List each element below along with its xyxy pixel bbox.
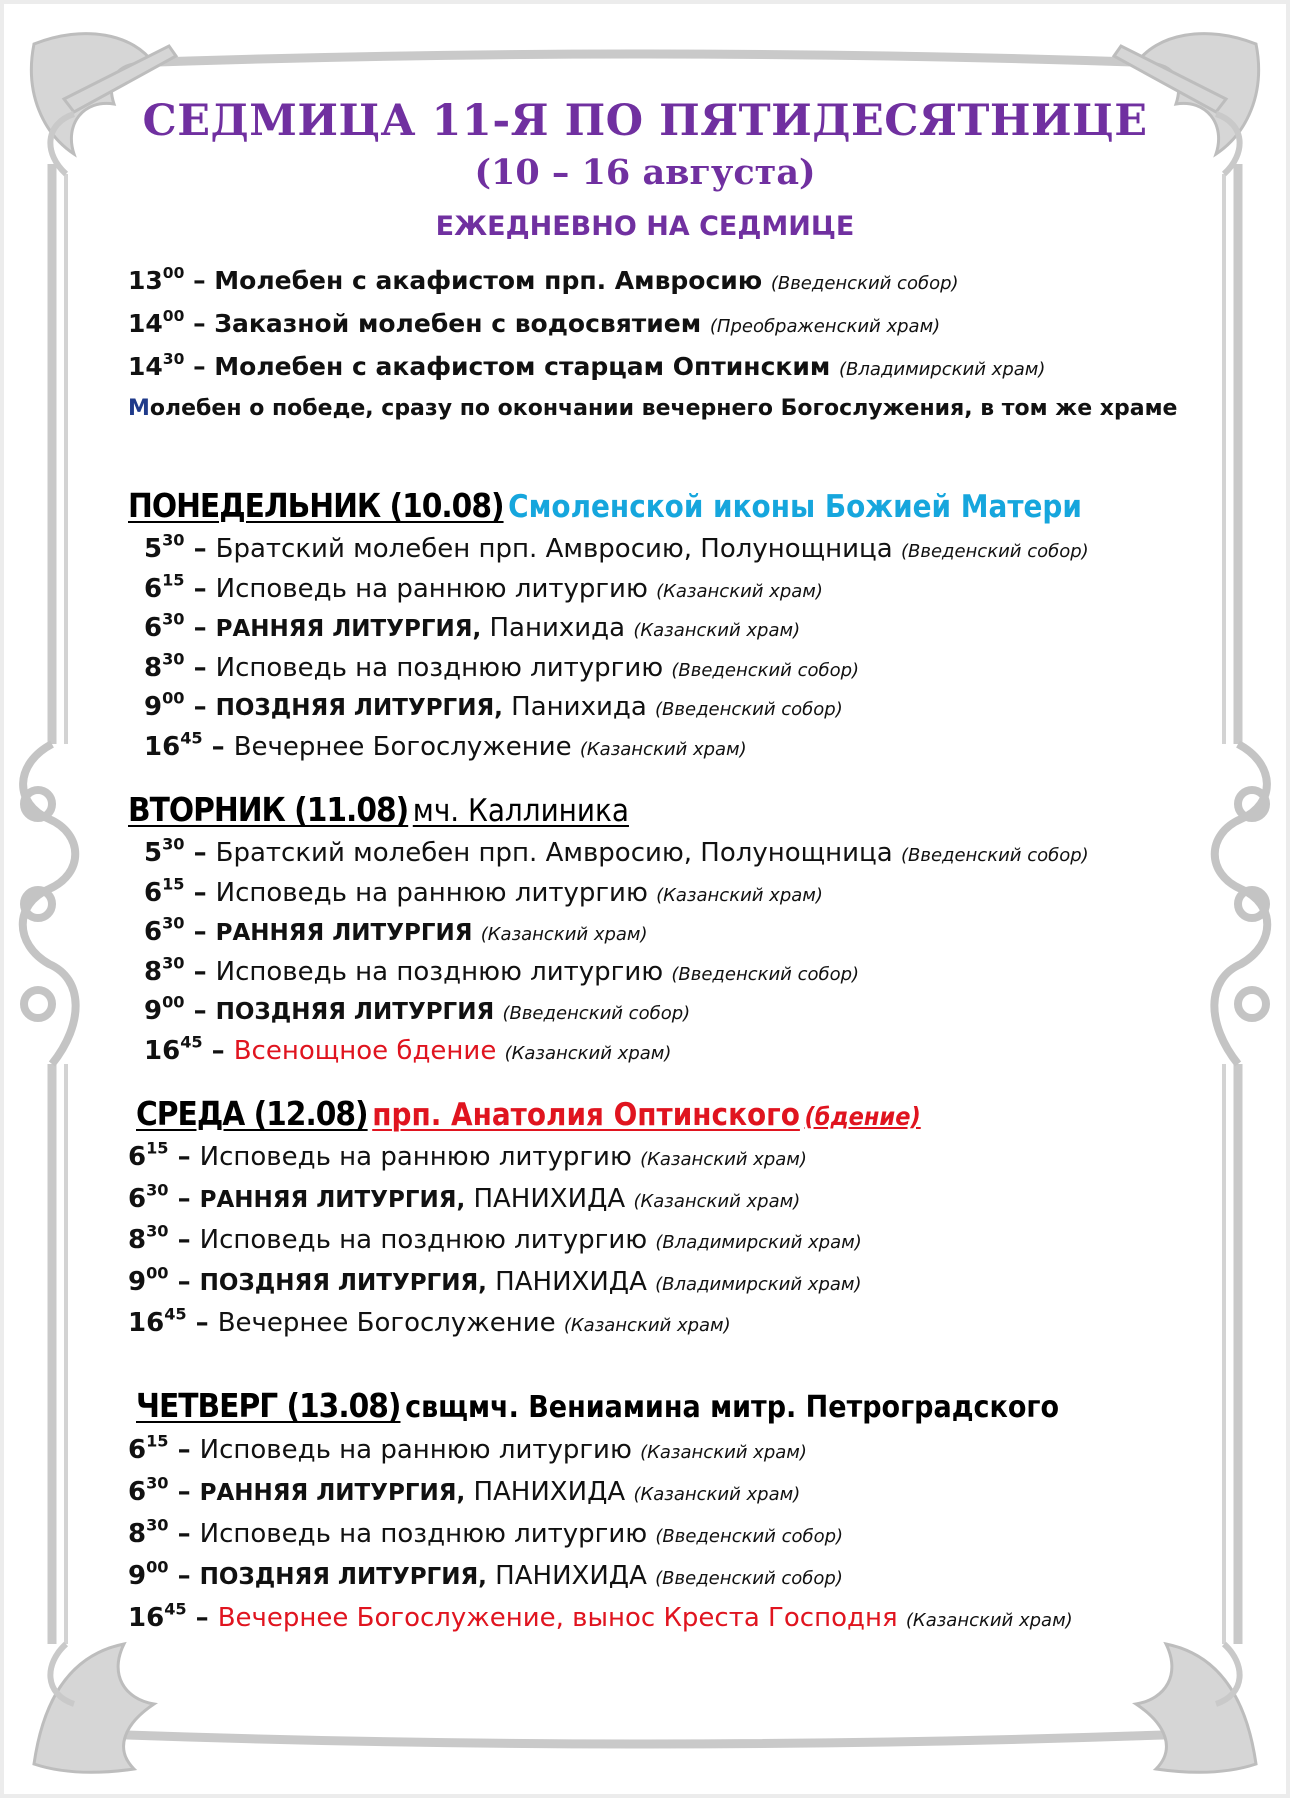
service-title-bold: ПОЗДНЯЯ ЛИТУРГИЯ [215, 999, 495, 1025]
daily-item: $13^{00}$ – Молебен с акафистом прп. Амвросию (Введенский собор) [128, 264, 959, 295]
service-time: $6^{30}$ [128, 1180, 169, 1214]
service-description: Исповедь на раннюю литургию [215, 573, 657, 604]
service-title-highlight: Вечернее Богослужение, вынос Креста Господня [217, 1603, 898, 1633]
schedule-item: $8^{30}$ – Исповедь на позднюю литургию (Введенский собор) [144, 649, 860, 683]
church-location: (Казанский храм) [480, 924, 648, 945]
church-location: (Владимирский храм) [655, 1232, 862, 1253]
schedule-item: $6^{30}$ – РАННЯЯ ЛИТУРГИЯ (Казанский храм) [144, 913, 648, 947]
church-location: (Казанский храм) [504, 1042, 672, 1064]
service-description: Исповедь на позднюю литургию [199, 1519, 656, 1549]
service-description: Вечернее Богослужение [217, 1308, 564, 1338]
church-location: (Казанский храм) [633, 620, 801, 641]
church-location: (Казанский храм) [633, 1190, 801, 1212]
service-description [496, 1036, 504, 1066]
service-time: $5^{30}$ [144, 834, 185, 868]
service-title-bold: ПОЗДНЯЯ ЛИТУРГИЯ, [199, 1269, 487, 1296]
service-description: Исповедь на позднюю литургию [199, 1225, 656, 1255]
service-description: Исповедь на позднюю литургию [215, 652, 672, 683]
service-description [472, 917, 480, 947]
church-location: (Введенский собор) [655, 1568, 843, 1589]
schedule-page [4, 4, 1286, 1794]
schedule-item: $9^{00}$ – ПОЗДНЯЯ ЛИТУРГИЯ (Введенский собор) [144, 992, 691, 1026]
service-description: ПАНИХИДА [465, 1477, 634, 1507]
service-time: $5^{30}$ [144, 530, 185, 564]
service-description: Братский молебен прп. Амвросию, Полунощница [215, 838, 901, 868]
service-time: $8^{30}$ [144, 953, 185, 987]
church-location: (Казанский храм) [656, 580, 823, 602]
service-time: $8^{30}$ [128, 1515, 169, 1549]
service-time: $16^{45}$ [128, 1304, 187, 1338]
page-title: СЕДМИЦА 11-Я ПО ПЯТИДЕСЯТНИЦЕ [142, 96, 1148, 146]
service-time: $6^{15}$ [128, 1138, 169, 1172]
service-description: ПАНИХИДА [486, 1561, 656, 1591]
service-title-bold: РАННЯЯ ЛИТУРГИЯ, [215, 616, 482, 642]
church-location: (Введенский собор) [671, 659, 860, 681]
day-heading-monday: ПОНЕДЕЛЬНИК (10.08) Смоленской иконы Божией Матери [128, 486, 1082, 525]
service-time: $8^{30}$ [144, 649, 185, 683]
schedule-item: $8^{30}$ – Исповедь на позднюю литургию (Введенский собор) [128, 1515, 844, 1549]
service-title-bold: РАННЯЯ ЛИТУРГИЯ, [199, 1186, 466, 1213]
service-time: $9^{00}$ [144, 688, 185, 722]
church-location: (Владимирский храм) [655, 1273, 862, 1295]
church-location: (Казанский храм) [640, 1442, 807, 1463]
service-time: $16^{45}$ [144, 1032, 203, 1066]
church-location: (Казанский храм) [633, 1484, 801, 1505]
service-time: $6^{30}$ [128, 1473, 169, 1507]
church-location: (Казанский храм) [640, 1149, 807, 1170]
service-time: $6^{15}$ [144, 570, 185, 604]
service-title-bold: РАННЯЯ ЛИТУРГИЯ [215, 920, 473, 946]
service-time: $9^{00}$ [144, 992, 185, 1026]
service-time: $9^{00}$ [128, 1557, 169, 1591]
schedule-item: $16^{45}$ – Всенощное бдение (Казанский храм) [144, 1032, 672, 1066]
daily-note: Молебен о победе, сразу по окончании вечернего Богослужения, в том же храме [128, 396, 1178, 421]
schedule-item: $9^{00}$ – ПОЗДНЯЯ ЛИТУРГИЯ, ПАНИХИДА (Владимирский храм) [128, 1263, 862, 1297]
service-description: Панихида [502, 692, 656, 722]
right-scroll-ornament [1214, 744, 1267, 1064]
service-time: $6^{15}$ [128, 1431, 169, 1465]
service-description: Исповедь на позднюю литургию [215, 956, 672, 987]
service-time: $9^{00}$ [128, 1263, 169, 1297]
service-time: $16^{45}$ [128, 1599, 187, 1633]
schedule-item: $5^{30}$ – Братский молебен прп. Амвросию, Полунощница (Введенский собор) [144, 834, 1089, 868]
schedule-item: $6^{30}$ – РАННЯЯ ЛИТУРГИЯ, ПАНИХИДА (Казанский храм) [128, 1473, 801, 1507]
church-location: (Казанский храм) [905, 1610, 1073, 1631]
service-description: ПАНИХИДА [486, 1266, 656, 1297]
day-heading-wednesday: СРЕДА (12.08) прп. Анатолия Оптинского (бдение) [136, 1094, 921, 1133]
service-description: Исповедь на раннюю литургию [199, 1142, 641, 1172]
service-title-bold: РАННЯЯ ЛИТУРГИЯ, [199, 1480, 466, 1506]
schedule-item: $9^{00}$ – ПОЗДНЯЯ ЛИТУРГИЯ, ПАНИХИДА (Введенский собор) [128, 1557, 843, 1591]
service-description [898, 1603, 906, 1633]
service-description: Вечернее Богослужение [233, 731, 580, 762]
service-description: Братский молебен прп. Амвросию, Полунощница [215, 534, 901, 564]
page-dates: (10 – 16 августа) [474, 152, 816, 193]
church-location: (Введенский собор) [655, 1526, 844, 1547]
schedule-item: $6^{15}$ – Исповедь на раннюю литургию (Казанский храм) [128, 1138, 807, 1172]
church-location: (Введенский собор) [900, 541, 1089, 562]
daily-heading: ЕЖЕДНЕВНО НА СЕДМИЦЕ [435, 211, 855, 242]
service-description: Панихида [481, 613, 634, 643]
day-heading-tuesday: ВТОРНИК (11.08) мч. Каллиника [128, 790, 629, 829]
service-time: $6^{30}$ [144, 609, 185, 643]
schedule-item: $6^{15}$ – Исповедь на раннюю литургию (Казанский храм) [128, 1431, 807, 1465]
church-location: (Казанский храм) [563, 1315, 731, 1336]
daily-item: $14^{30}$ – Молебен с акафистом старцам Оптинским (Владимирский храм) [128, 350, 1046, 381]
service-description: Исповедь на раннюю литургию [215, 877, 657, 908]
service-time: $6^{15}$ [144, 874, 185, 908]
schedule-item: $6^{15}$ – Исповедь на раннюю литургию (Казанский храм) [144, 874, 823, 908]
left-scroll-ornament [23, 744, 76, 1064]
service-time: $16^{45}$ [144, 728, 203, 762]
service-time: $6^{30}$ [144, 913, 185, 947]
church-location: (Казанский храм) [579, 738, 747, 760]
church-location: (Введенский собор) [502, 1003, 691, 1024]
service-description: Исповедь на раннюю литургию [199, 1435, 641, 1465]
schedule-item: $16^{45}$ – Вечернее Богослужение, вынос Креста Господня (Казанский храм) [128, 1599, 1073, 1633]
service-description: ПАНИХИДА [465, 1183, 634, 1214]
schedule-item: $16^{45}$ – Вечернее Богослужение (Казанский храм) [128, 1304, 731, 1338]
schedule-item: $8^{30}$ – Исповедь на позднюю литургию (Владимирский храм) [128, 1221, 862, 1255]
schedule-item: $6^{15}$ – Исповедь на раннюю литургию (Казанский храм) [144, 570, 823, 604]
church-location: (Введенский собор) [671, 963, 860, 985]
church-location: (Введенский собор) [655, 699, 843, 720]
service-title-highlight: Всенощное бдение [233, 1035, 497, 1066]
schedule-item: $5^{30}$ – Братский молебен прп. Амвросию, Полунощница (Введенский собор) [144, 530, 1089, 564]
service-title-bold: ПОЗДНЯЯ ЛИТУРГИЯ, [215, 695, 503, 721]
church-location: (Казанский храм) [656, 884, 823, 906]
schedule-item: $8^{30}$ – Исповедь на позднюю литургию (Введенский собор) [144, 953, 860, 987]
service-title-bold: ПОЗДНЯЯ ЛИТУРГИЯ, [199, 1564, 487, 1590]
service-time: $8^{30}$ [128, 1221, 169, 1255]
schedule-item: $6^{30}$ – РАННЯЯ ЛИТУРГИЯ, ПАНИХИДА (Казанский храм) [128, 1180, 801, 1214]
schedule-item: $9^{00}$ – ПОЗДНЯЯ ЛИТУРГИЯ, Панихида (Введенский собор) [144, 688, 843, 722]
church-location: (Введенский собор) [900, 845, 1089, 866]
day-heading-thursday: ЧЕТВЕРГ (13.08) свщмч. Вениамина митр. Петроградского [136, 1386, 1060, 1425]
schedule-item: $16^{45}$ – Вечернее Богослужение (Казанский храм) [144, 728, 747, 762]
daily-item: $14^{00}$ – Заказной молебен с водосвятием (Преображенский храм) [128, 307, 941, 338]
schedule-item: $6^{30}$ – РАННЯЯ ЛИТУРГИЯ, Панихида (Казанский храм) [144, 609, 801, 643]
